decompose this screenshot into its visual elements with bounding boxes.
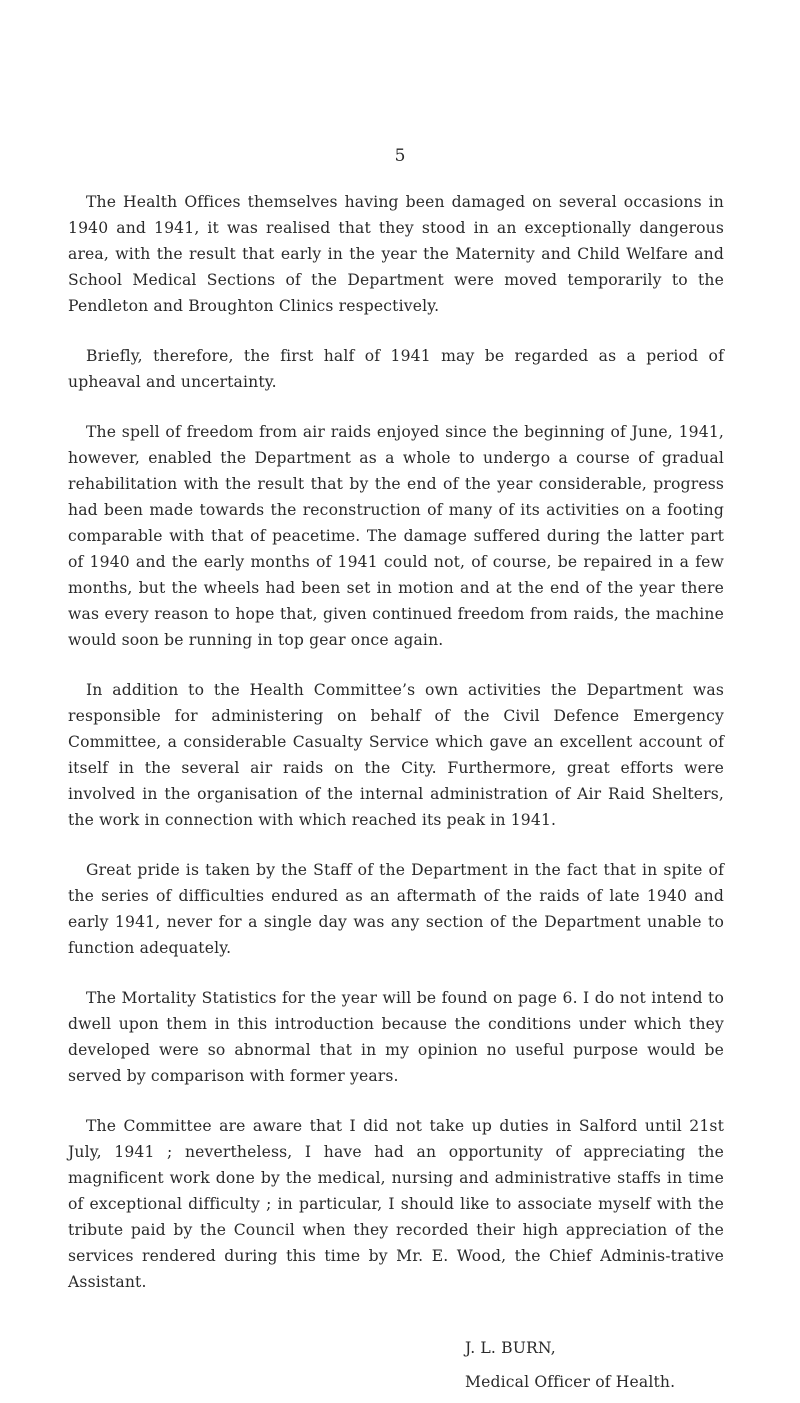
signature-title: Medical Officer of Health.: [465, 1373, 676, 1391]
paragraph-staff-pride: Great pride is taken by the Staff of the Department in the fact that in spite of the series of difficulties endured as an aftermath of the raids of late 1940 and early 1941, never for a single day was any section of the Department unable to function adequately.: [68, 861, 724, 957]
paragraph-upheaval: Briefly, therefore, the first half of 1941 may be regarded as a period of upheaval and uncertainty.: [68, 347, 724, 391]
paragraph-mortality-statistics: The Mortality Statistics for the year will be found on page 6. I do not intend to dwell upon them in this introduction because the conditions under which they developed were so abnormal that in my opinion no useful purpose would be served by comparison with former years.: [68, 989, 724, 1085]
paragraph-rehabilitation: The spell of freedom from air raids enjoyed since the beginning of June, 1941, however, enabled the Department as a whole to undergo a course of gradual rehabilitation with the result that by the end of the year considerable, progress had been made towards the reconstruction of many of its activities on a footing comparable with that of peacetime. The damage suffered during the latter part of 1940 and the early months of 1941 could not, of course, be repaired in a few months, but the wheels had been set in motion and at the end of the year there was every reason to hope that, given continued freedom from raids, the machine would soon be running in top gear once again.: [68, 423, 724, 649]
paragraph-health-offices: The Health Offices themselves having been damaged on several occasions in 1940 and 1941, it was realised that they stood in an exceptionally dangerous area, with the result that early in the year the Maternity and Child Welfare and School Medical Sections of the Department were moved temporarily to the Pendleton and Broughton Clinics respectively.: [68, 193, 724, 315]
page-number: 5: [394, 146, 406, 166]
paragraph-civil-defence: In addition to the Health Committee’s own activities the Department was responsible for administering on behalf of the Civil Defence Emergency Committee, a considerable Casualty Service which gave an excellent account of itself in the several air raids on the City. Furthermore, great efforts were involved in the organisation of the internal administration of Air Raid Shelters, the work in connection with which reached its peak in 1941.: [68, 681, 724, 829]
document-body: [68, 189, 724, 1403]
signature-name: J. L. BURN,: [465, 1339, 556, 1357]
paragraph-appreciation: The Committee are aware that I did not take up duties in Salford until 21st July, 1941 ; nevertheless, I have had an opportunity of appreciating the magnificent work done by the medical, nursing and administrative staffs in time of exceptional difficulty ; in particular, I should like to associate myself with the tribute paid by the Council when they recorded their high appreciation of the services rendered during this time by Mr. E. Wood, the Chief Adminis-trative Assistant.: [68, 1117, 724, 1291]
signature-block: [465, 1335, 724, 1395]
